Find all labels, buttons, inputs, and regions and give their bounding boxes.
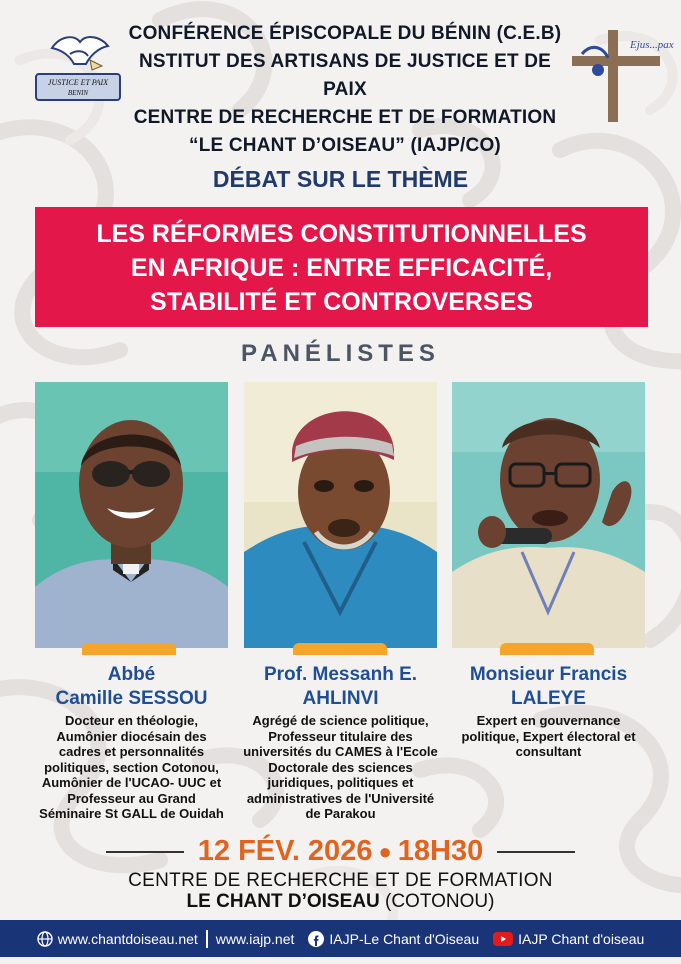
svg-text:BENIN: BENIN (67, 89, 89, 97)
name-tab-3 (500, 643, 594, 655)
panelist-2-name-line-2: AHLINVI (302, 688, 379, 709)
dove-logo-icon (30, 30, 125, 105)
footer-bar (0, 920, 681, 957)
panelist-3-name-line-1: Monsieur Francis (469, 664, 628, 685)
header-line-4: “LE CHANT D’OISEAU” (IAJP/CO) (189, 135, 501, 156)
footer-website-2[interactable] (216, 931, 295, 947)
footer-facebook[interactable] (308, 931, 479, 947)
name-tab-1 (82, 643, 176, 655)
theme-line-1: LES RÉFORMES CONSTITUTIONNELLES (96, 220, 587, 248)
event-time: 18H30 (397, 835, 484, 867)
svg-text:Ejus...pax: Ejus...pax (630, 39, 674, 51)
header-line-2: NSTITUT DES ARTISANS DE JUSTICE ET DE PAIX (138, 51, 552, 100)
theme-kicker: DÉBAT SUR LE THÈME (212, 166, 469, 192)
venue-name: LE CHANT D’OISEAU (186, 891, 380, 912)
website-2-link[interactable]: www.iajp.net (215, 930, 295, 947)
justice-paix-logo (30, 30, 125, 105)
footer-youtube[interactable] (493, 931, 644, 947)
panelist-3-name-line-2: LALEYE (511, 688, 586, 709)
venue-line-1: CENTRE DE RECHERCHE ET DE FORMATION (128, 870, 553, 891)
panelist-photo-2 (244, 382, 437, 648)
bullet-separator: ● (378, 839, 392, 865)
panelist-name-3 (446, 663, 651, 711)
youtube-icon (493, 932, 513, 946)
footer-separator (206, 930, 208, 948)
panelist-photo-3 (452, 382, 645, 648)
website-1-link[interactable]: www.chantdoiseau.net (57, 930, 198, 947)
venue-city: (COTONOU) (379, 891, 495, 912)
divider-left (106, 851, 184, 853)
name-tab-2 (293, 643, 387, 655)
panelist-name-2 (238, 663, 443, 711)
cross-logo-icon (568, 28, 674, 124)
organization-header (120, 20, 570, 160)
panelist-bio-2: Agrégé de science politique, Professeur titulaire des universités du CAMES à l'Ecole Doctorale des sciences juridiques, politiques et administratives de l'Université de Parakou (243, 713, 438, 821)
panelist-bio-1: Docteur en théologie, Aumônier diocésain des cadres et personnalités politiques, section Cotonou, Aumônier de l'UCAO- UUC et Professeur au Grand Séminaire St GALL de Ouidah (39, 713, 224, 821)
panelist-photo-1 (35, 382, 228, 648)
venue-line-2 (0, 891, 681, 913)
event-date: 12 FÉV. 2026 (197, 835, 373, 867)
event-date-row (0, 835, 681, 868)
panelist-1-name-line-1: Abbé (107, 664, 156, 685)
svg-text:JUSTICE ET PAIX: JUSTICE ET PAIX (47, 78, 109, 87)
youtube-link[interactable]: IAJP Chant d'oiseau (518, 930, 645, 947)
header-line-3: CENTRE DE RECHERCHE ET DE FORMATION (133, 107, 557, 128)
footer-website-1[interactable] (37, 931, 198, 947)
facebook-link[interactable]: IAJP-Le Chant d'Oiseau (329, 930, 480, 947)
theme-banner (35, 207, 648, 327)
panelist-name-1 (35, 663, 228, 711)
panelist-2-name-line-1: Prof. Messanh E. (263, 664, 418, 685)
theme-line-2: EN AFRIQUE : ENTRE EFFICACITÉ, (130, 254, 553, 282)
divider-right (497, 851, 575, 853)
theme-line-3: STABILITÉ ET CONTROVERSES (150, 288, 533, 316)
event-datetime (198, 835, 483, 868)
globe-icon (37, 931, 53, 947)
facebook-icon (308, 931, 324, 947)
header-line-1: CONFÉRENCE ÉPISCOPALE DU BÉNIN (C.E.B) (128, 23, 562, 44)
cross-logo (568, 28, 674, 124)
panelist-bio-3: Expert en gouvernance politique, Expert électoral et consultant (461, 713, 636, 759)
panelists-heading: PANÉLISTES (241, 340, 440, 367)
panelist-1-name-line-2: Camille SESSOU (55, 688, 208, 709)
